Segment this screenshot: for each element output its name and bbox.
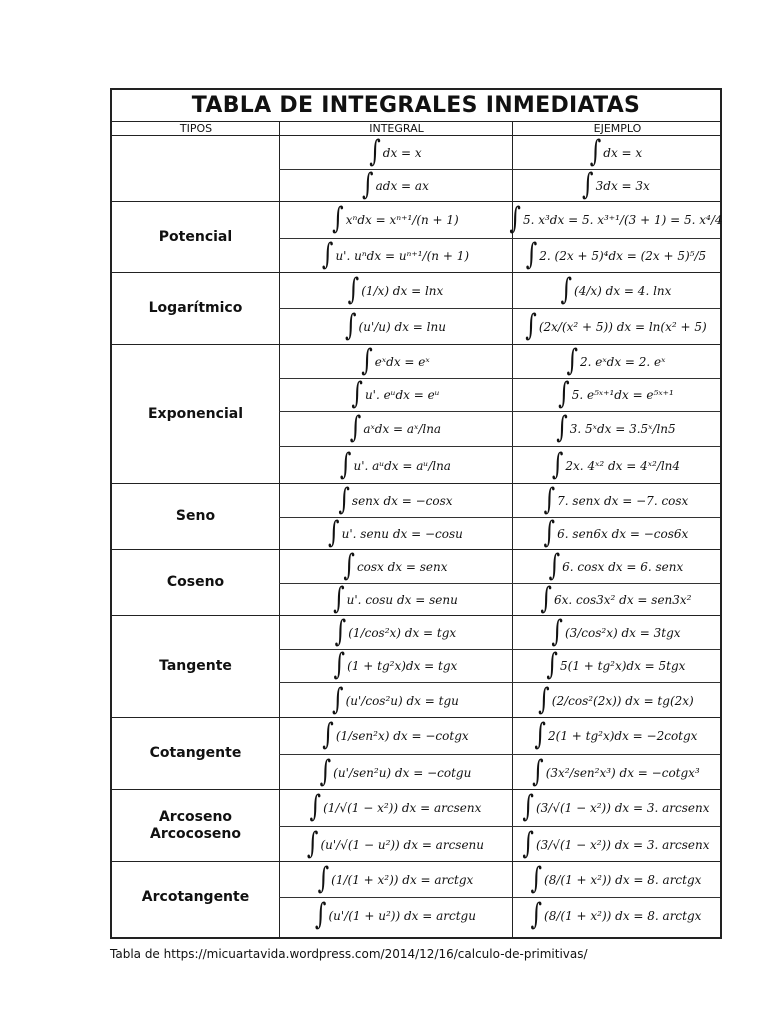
integral-formula: eˣdx = eˣ (374, 354, 430, 369)
integral-sign-icon: ∫ (328, 516, 340, 551)
integral-formula: (1 + tg²x)dx = tgx (347, 659, 458, 673)
example-cell (512, 650, 720, 682)
table-row (279, 345, 720, 378)
example-formula: dx = x (603, 145, 643, 160)
integral-cell (279, 412, 512, 446)
integral-formula: (1/cos²x) dx = tgx (348, 625, 457, 640)
integral-sign-icon: ∫ (532, 754, 544, 789)
integral-formula: cosx dx = senx (356, 559, 448, 574)
source-caption: Tabla de https://micuartavida.wordpress.com/2014/12/16/calculo-de-primitivas/ (110, 947, 588, 961)
integral-sign-icon: ∫ (347, 272, 360, 307)
example-formula: 2x. 4ˣ² dx = 4ˣ²/ln4 (565, 458, 681, 473)
integral-cell (279, 755, 512, 790)
type-label: Coseno (166, 574, 225, 590)
integral-cell (279, 518, 512, 550)
integral-formula: (u'/(1 + u²)) dx = arctgu (328, 908, 476, 923)
integral-formula: (u'/sen²u) dx = −cotgu (333, 765, 472, 780)
example-formula: (2/cos²(2x)) dx = tg(2x) (551, 693, 694, 708)
example-cell (512, 309, 720, 345)
example-cell (512, 412, 720, 446)
table-row (279, 718, 720, 754)
integral-sign-icon: ∫ (343, 548, 355, 583)
table-row (279, 308, 720, 345)
table-row (279, 202, 723, 238)
example-formula: 7. senx dx = −7. cosx (557, 493, 689, 508)
type-label: Cotangente (149, 745, 242, 761)
integral-formula: aˣdx = aˣ/lna (363, 422, 442, 436)
integral-cell (279, 683, 512, 718)
integral-sign-icon: ∫ (334, 614, 347, 649)
table-row (279, 649, 720, 682)
integral-sign-icon: ∫ (551, 614, 563, 649)
example-cell (512, 862, 720, 897)
integral-sign-icon: ∫ (540, 582, 552, 617)
integral-formula: (u'/√(1 − u²)) dx = arcsenu (320, 837, 485, 852)
example-formula: 2(1 + tg²x)dx = −2cotgx (548, 729, 698, 743)
integral-sign-icon: ∫ (332, 202, 344, 237)
table-row (279, 754, 720, 790)
example-cell (512, 273, 720, 308)
example-formula: 5. e⁵ˣ⁺¹dx = e⁵ˣ⁺¹ (571, 388, 674, 402)
integral-sign-icon: ∫ (522, 826, 534, 861)
example-cell (512, 616, 720, 649)
integral-sign-icon: ∫ (566, 343, 579, 378)
integral-formula: (u'/cos²u) dx = tgu (345, 693, 459, 708)
type-label: Potencial (158, 228, 233, 245)
example-formula: (2x/(x² + 5)) dx = ln(x² + 5) (538, 320, 707, 334)
integral-cell (279, 136, 512, 169)
example-cell (512, 898, 720, 933)
integral-formula: senx dx = −cosx (351, 493, 453, 508)
integral-sign-icon: ∫ (338, 482, 350, 517)
integral-cell (279, 898, 512, 933)
integral-sign-icon: ∫ (525, 309, 537, 344)
example-formula: 3. 5ˣdx = 3.5ˣ/ln5 (569, 422, 676, 436)
table-row (279, 446, 720, 484)
integral-group (112, 862, 720, 933)
example-cell (512, 379, 720, 411)
integral-formula: (1/√(1 − x²)) dx = arcsenx (323, 801, 482, 815)
table-row (279, 897, 720, 933)
integral-cell (279, 790, 512, 826)
integral-cell (279, 239, 512, 273)
integral-sign-icon: ∫ (589, 134, 602, 169)
example-formula: 5. x³dx = 5. x³⁺¹/(3 + 1) = 5. x⁴/4 (522, 213, 723, 227)
integral-sign-icon: ∫ (306, 826, 319, 861)
integral-sign-icon: ∫ (560, 272, 573, 307)
example-cell (512, 136, 720, 169)
integral-cell (279, 345, 512, 378)
integral-cell (279, 550, 512, 583)
example-cell (512, 170, 720, 202)
integral-sign-icon: ∫ (551, 447, 564, 482)
integral-sign-icon: ∫ (522, 790, 534, 825)
integral-sign-icon: ∫ (530, 861, 543, 896)
integral-sign-icon: ∫ (509, 202, 521, 237)
integral-group (112, 484, 720, 550)
example-cell (509, 202, 723, 238)
integral-sign-icon: ∫ (322, 718, 334, 753)
header-ejemplo: EJEMPLO (593, 122, 642, 135)
integral-sign-icon: ∫ (315, 897, 327, 932)
integral-formula: (1/(1 + x²)) dx = arctgx (331, 872, 474, 887)
integral-sign-icon: ∫ (543, 516, 556, 551)
example-formula: 3dx = 3x (595, 179, 650, 193)
example-formula: (8/(1 + x²)) dx = 8. arctgx (544, 872, 702, 887)
integral-group (112, 345, 720, 484)
integral-sign-icon: ∫ (538, 682, 550, 717)
integral-cell (279, 202, 512, 238)
type-label (112, 136, 279, 201)
example-formula: (3x²/sen²x³) dx = −cotgx³ (545, 765, 700, 780)
integral-sign-icon: ∫ (582, 168, 594, 203)
integral-formula: u'. cosu dx = senu (346, 593, 458, 607)
example-cell (512, 827, 720, 862)
integral-group (112, 550, 720, 616)
example-formula: 2. (2x + 5)⁴dx = (2x + 5)⁵/5 (539, 249, 707, 263)
integral-group (112, 616, 720, 718)
integral-formula: xⁿdx = xⁿ⁺¹/(n + 1) (345, 213, 459, 227)
example-cell (512, 584, 720, 616)
integral-cell (279, 584, 512, 616)
integral-sign-icon: ∫ (361, 343, 373, 378)
table-row (279, 862, 720, 897)
integral-sign-icon: ∫ (362, 168, 374, 203)
integral-cell (279, 616, 512, 649)
table-row (279, 790, 720, 826)
table-row (279, 169, 720, 202)
table-title: TABLA DE INTEGRALES INMEDIATAS (112, 90, 720, 122)
integral-cell (279, 379, 512, 411)
table-row (279, 238, 720, 273)
type-label: Arcoseno Arcocoseno (150, 808, 241, 842)
table-row (279, 378, 720, 411)
type-label: Arcotangente (141, 889, 250, 905)
integral-sign-icon: ∫ (546, 648, 559, 683)
table-row (279, 583, 720, 616)
example-formula: 6. cosx dx = 6. senx (562, 559, 684, 574)
table-row (279, 136, 720, 169)
integral-sign-icon: ∫ (340, 447, 352, 482)
table-row (279, 682, 720, 718)
integral-group (112, 136, 720, 202)
table-row (279, 273, 720, 308)
integral-sign-icon: ∫ (534, 718, 547, 753)
example-cell (512, 718, 720, 754)
integral-formula: (1/x) dx = lnx (361, 283, 444, 298)
type-label: Tangente (159, 658, 232, 674)
integral-sign-icon: ∫ (543, 482, 556, 517)
example-formula: 2. eˣdx = 2. eˣ (580, 354, 666, 369)
example-formula: (8/(1 + x²)) dx = 8. arctgx (544, 908, 702, 923)
integral-sign-icon: ∫ (321, 238, 334, 273)
integral-cell (279, 484, 512, 517)
example-cell (512, 790, 720, 826)
type-label: Exponencial (147, 405, 243, 422)
example-cell (512, 239, 720, 273)
example-formula: (3/√(1 − x²)) dx = 3. arcsenx (535, 801, 710, 815)
integral-cell (279, 447, 512, 484)
example-formula: (3/cos²x) dx = 3tgx (564, 625, 681, 640)
integrals-table (110, 88, 722, 939)
integral-cell (279, 309, 512, 345)
integral-group (112, 790, 720, 862)
integral-sign-icon: ∫ (332, 682, 344, 717)
integral-sign-icon: ∫ (530, 897, 543, 932)
example-cell (512, 755, 720, 790)
table-row (279, 550, 720, 583)
integral-cell (279, 827, 512, 862)
integral-formula: (1/sen²x) dx = −cotgx (335, 729, 469, 743)
example-cell (512, 345, 720, 378)
integral-cell (279, 273, 512, 308)
integral-sign-icon: ∫ (548, 548, 561, 583)
table-row (279, 616, 720, 649)
integral-cell (279, 170, 512, 202)
example-formula: (3/√(1 − x²)) dx = 3. arcsenx (535, 837, 710, 852)
integral-group (112, 202, 723, 273)
integral-formula: dx = x (382, 145, 422, 160)
table-row (279, 411, 720, 446)
integral-sign-icon: ∫ (558, 377, 570, 412)
integral-cell (279, 718, 512, 754)
integral-formula: (u'/u) dx = lnu (358, 320, 446, 334)
integral-sign-icon: ∫ (333, 648, 346, 683)
example-cell (512, 683, 720, 718)
example-cell (512, 518, 720, 550)
integral-sign-icon: ∫ (351, 377, 363, 412)
header-row (112, 122, 720, 136)
integral-formula: u'. aᵘdx = aᵘ/lna (353, 458, 451, 473)
example-formula: 5(1 + tg²x)dx = 5tgx (560, 659, 686, 673)
integral-cell (279, 862, 512, 897)
integral-sign-icon: ∫ (317, 861, 330, 896)
integral-formula: adx = ax (375, 179, 429, 193)
table-row (279, 484, 720, 517)
type-label: Logarítmico (148, 300, 243, 316)
example-formula: 6x. cos3x² dx = sen3x² (553, 593, 692, 607)
example-formula: (4/x) dx = 4. lnx (574, 283, 672, 298)
example-formula: 6. sen6x dx = −cos6x (557, 527, 689, 541)
integral-sign-icon: ∫ (319, 754, 332, 789)
integral-sign-icon: ∫ (309, 790, 322, 825)
integral-sign-icon: ∫ (333, 582, 345, 617)
integral-group (112, 273, 720, 345)
integral-sign-icon: ∫ (349, 411, 362, 446)
integral-formula: u'. eᵘdx = eᵘ (364, 388, 440, 402)
example-cell (512, 447, 720, 484)
integral-formula: u'. uⁿdx = uⁿ⁺¹/(n + 1) (335, 249, 470, 263)
header-integral: INTEGRAL (369, 122, 424, 135)
example-cell (512, 484, 720, 517)
integral-sign-icon: ∫ (525, 238, 538, 273)
example-cell (512, 550, 720, 583)
table-row (279, 517, 720, 550)
integral-sign-icon: ∫ (369, 134, 381, 169)
table-row (279, 826, 720, 862)
header-tipos: TIPOS (179, 122, 213, 135)
integral-sign-icon: ∫ (345, 309, 357, 344)
integral-cell (279, 650, 512, 682)
integral-formula: u'. senu dx = −cosu (341, 527, 463, 541)
integral-group (112, 718, 720, 790)
type-label: Seno (175, 508, 216, 524)
integral-sign-icon: ∫ (556, 411, 568, 446)
